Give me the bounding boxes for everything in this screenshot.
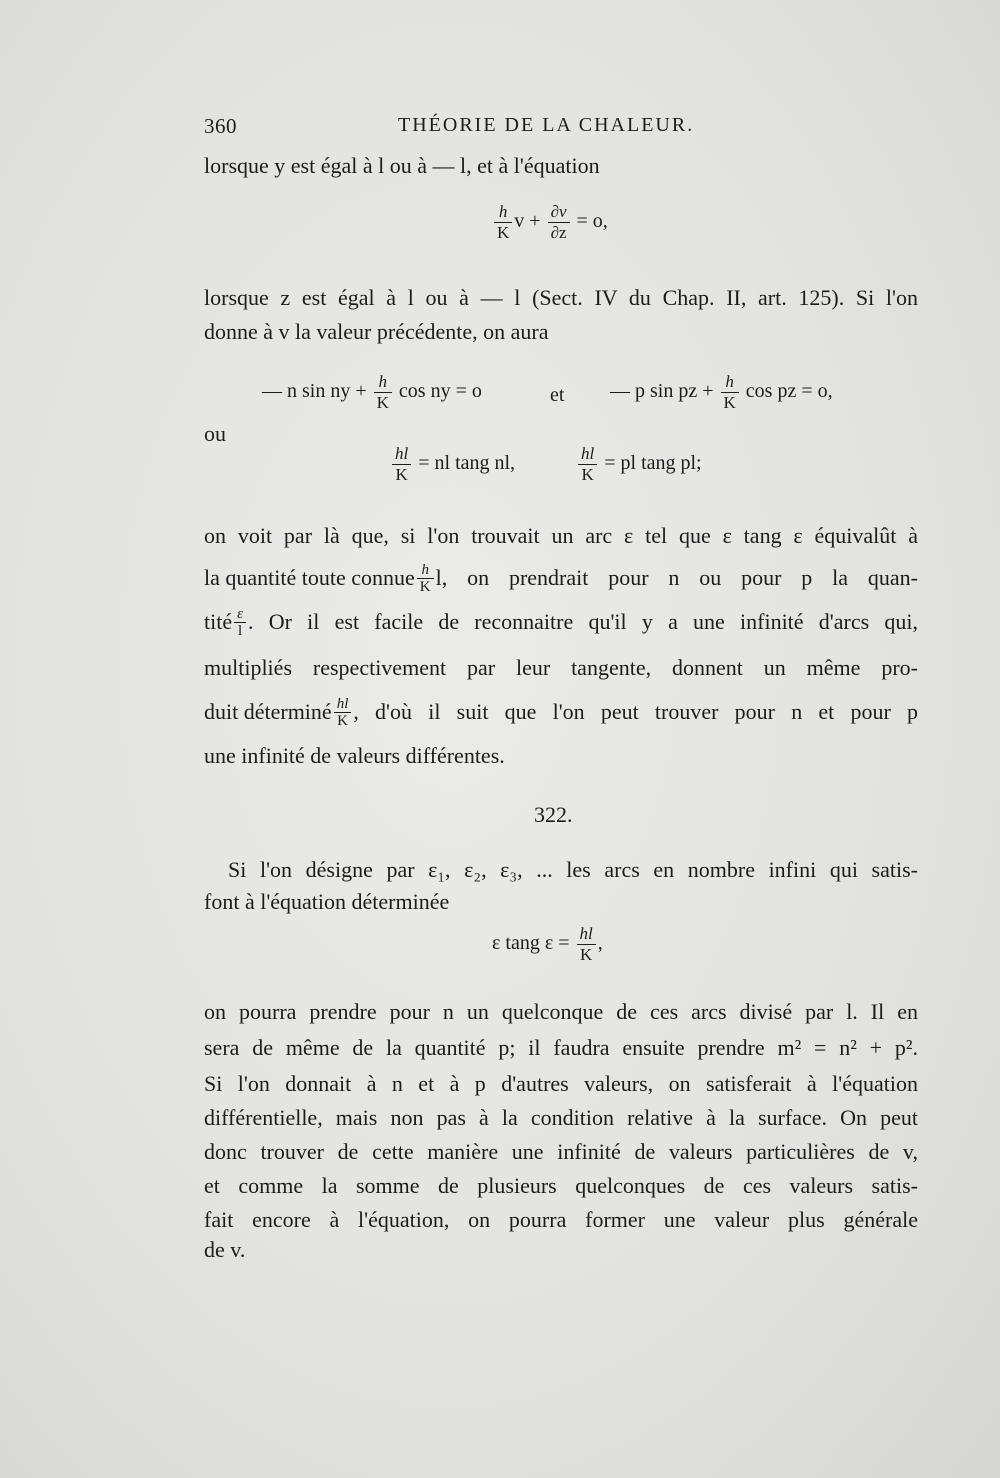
text-line: lorsque y est égal à l ou à — l, et à l'équation: [204, 153, 600, 178]
page-number: 360: [204, 114, 237, 138]
text-line: et comme la somme de plusieurs quelconques de ces valeurs satis-: [204, 1173, 918, 1198]
article-number: 322.: [534, 802, 573, 827]
conjunction-ou: ou: [204, 421, 226, 446]
fraction: $\frac{hl}{K}$: [577, 924, 596, 965]
fraction: $\frac{h}{K}$: [721, 372, 739, 413]
text-line-with-fraction: duit déterminé $\frac{hl}{K}$ , d'où il suit que l'on peut trouver pour n et pour p: [204, 695, 918, 729]
text-line: multipliés respectivement par leur tangente, donnent un même pro-: [204, 655, 918, 680]
text-line: Si l'on donnait à n et à p d'autres valeurs, on satisferait à l'équation: [204, 1071, 918, 1096]
text-line-with-fraction: la quantité toute connue $\frac{h}{K}$ l, on prendrait pour n ou pour p la quan-: [204, 561, 918, 595]
text-line: une infinité de valeurs différentes.: [204, 743, 505, 768]
text-line: lorsque z est égal à l ou à — l (Sect. IV du Chap. II, art. 125). Si l'on: [204, 285, 918, 310]
text-line: font à l'équation déterminée: [204, 889, 450, 914]
running-title: THÉORIE DE LA CHALEUR.: [398, 114, 695, 136]
fraction: $\frac{hl}{K}$: [334, 696, 352, 729]
equation-z: — p sin pz + $\frac{h}{K}$ cos pz = o,: [610, 372, 833, 412]
text-line: on voit par là que, si l'on trouvait un arc ε tel que ε tang ε équivalût à: [204, 523, 918, 548]
equation-y: — n sin ny + $\frac{h}{K}$ cos ny = o: [262, 372, 482, 412]
fraction: $\frac{\varepsilon}{l}$: [234, 606, 246, 639]
text-line: fait encore à l'équation, on pourra former une valeur plus générale: [204, 1207, 918, 1232]
fraction: $\frac{hl}{K}$: [578, 444, 597, 485]
text-line: différentielle, mais non pas à la condition relative à la surface. On peut: [204, 1105, 918, 1130]
equation-pl: $\frac{hl}{K}$ = pl tang pl;: [576, 444, 702, 485]
fraction: $\frac{h}{K}$: [374, 372, 392, 413]
equation-epsilon: ε tang ε = $\frac{hl}{K}$ ,: [492, 924, 603, 964]
fraction: $\frac{hl}{K}$: [392, 444, 411, 485]
fraction: $\frac{\partial v}{\partial z}$: [548, 202, 570, 243]
text-line: donc trouver de cette manière une infinité de valeurs particulières de v,: [204, 1139, 918, 1164]
text-line: Si l'on désigne par ε₁, ε₂, ε₃, ... les arcs en nombre infini qui satis-: [228, 857, 918, 882]
fraction: $\frac{h}{K}$: [417, 562, 434, 595]
text-line: sera de même de la quantité p; il faudra ensuite prendre m² = n² + p².: [204, 1035, 918, 1060]
equation-nl: $\frac{hl}{K}$ = nl tang nl,: [390, 444, 515, 485]
equation-join: et: [550, 384, 565, 406]
text-line: donne à v la valeur précédente, on aura: [204, 319, 549, 344]
fraction: $\frac{h}{K}$: [494, 202, 512, 243]
text-line-with-fraction: tité $\frac{\varepsilon}{l}$ . Or il est facile de reconnaitre qu'il y a une infinité d'arcs qui,: [204, 605, 918, 639]
text-line: on pourra prendre pour n un quelconque de ces arcs divisé par l. Il en: [204, 999, 918, 1024]
text-line: de v.: [204, 1237, 246, 1262]
equation-boundary-y: $\frac{h}{K}$ v + $\frac{\partial v}{\partial z}$ = o,: [492, 202, 608, 243]
